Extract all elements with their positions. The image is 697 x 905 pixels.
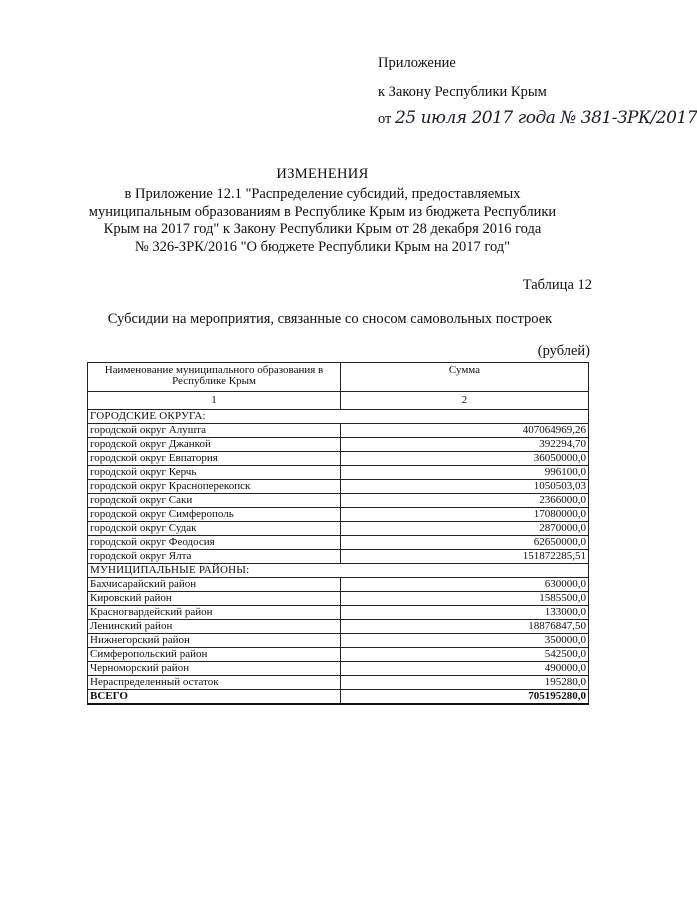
table-row — [88, 508, 589, 522]
unit-label: (рублей) — [537, 343, 590, 359]
table-row — [88, 648, 589, 662]
table-row — [88, 480, 589, 494]
document-title: ИЗМЕНЕНИЯ — [276, 166, 369, 182]
table-row — [88, 578, 589, 592]
header-amount: Сумма — [341, 363, 589, 392]
section-row — [88, 564, 589, 578]
table-body — [88, 410, 589, 705]
municipality-name: Красногвардейский район — [88, 606, 341, 620]
subsidy-amount: 195280,0 — [341, 676, 589, 690]
handwritten-date-number: 25 июля 2017 года № 381-ЗРК/2017 — [395, 108, 697, 128]
municipality-name: городской округ Джанкой — [88, 438, 341, 452]
total-row — [88, 690, 589, 705]
municipality-name: Нижнегорский район — [88, 634, 341, 648]
subsidy-amount: 62650000,0 — [341, 536, 589, 550]
subtitle-line: в Приложение 12.1 "Распределение субсидий, предоставляемых — [124, 186, 521, 202]
law-reference: к Закону Республики Крым — [378, 84, 547, 100]
table-row — [88, 550, 589, 564]
municipality-name: Кировский район — [88, 592, 341, 606]
municipality-name: Черноморский район — [88, 662, 341, 676]
subsidy-amount: 392294,70 — [341, 438, 589, 452]
subsidy-amount: 36050000,0 — [341, 452, 589, 466]
table-row — [88, 592, 589, 606]
column-number-1: 1 — [88, 392, 341, 410]
table-row — [88, 662, 589, 676]
table-row — [88, 424, 589, 438]
adoption-line — [378, 110, 697, 127]
subsidy-amount: 133000,0 — [341, 606, 589, 620]
municipality-name: городской округ Ялта — [88, 550, 341, 564]
table-row — [88, 522, 589, 536]
municipality-name: Симферопольский район — [88, 648, 341, 662]
column-number-row — [88, 392, 589, 410]
section-row — [88, 410, 589, 424]
table-row — [88, 620, 589, 634]
municipality-name: городской округ Саки — [88, 494, 341, 508]
table-row — [88, 536, 589, 550]
column-number-2: 2 — [341, 392, 589, 410]
table-caption: Субсидии на мероприятия, связанные со сносом самовольных построек — [107, 311, 553, 327]
from-prefix: от — [378, 111, 392, 127]
municipality-name: Бахчисарайский район — [88, 578, 341, 592]
municipality-name: городской округ Керчь — [88, 466, 341, 480]
total-label: ВСЕГО — [88, 690, 341, 705]
municipality-name: городской округ Красноперекопск — [88, 480, 341, 494]
municipality-name: городской округ Евпатория — [88, 452, 341, 466]
appendix-label: Приложение — [378, 55, 456, 71]
subsidies-table — [87, 362, 589, 705]
table-row — [88, 494, 589, 508]
total-amount: 705195280,0 — [341, 690, 589, 705]
subsidy-amount: 2870000,0 — [341, 522, 589, 536]
subsidy-amount: 1050503,03 — [341, 480, 589, 494]
subsidy-amount: 407064969,26 — [341, 424, 589, 438]
municipality-name: городской округ Судак — [88, 522, 341, 536]
subsidy-amount: 542500,0 — [341, 648, 589, 662]
municipality-name: городской округ Феодосия — [88, 536, 341, 550]
subsidy-amount: 996100,0 — [341, 466, 589, 480]
subsidy-amount: 17080000,0 — [341, 508, 589, 522]
section-title: ГОРОДСКИЕ ОКРУГА: — [88, 410, 589, 424]
municipality-name: городской округ Симферополь — [88, 508, 341, 522]
header-name: Наименование муниципального образования в Республике Крым — [88, 363, 341, 392]
subsidy-amount: 350000,0 — [341, 634, 589, 648]
municipality-name: Нераспределенный остаток — [88, 676, 341, 690]
table-header-row — [88, 363, 589, 392]
table-label: Таблица 12 — [522, 277, 592, 293]
subtitle-line: Крым на 2017 год" к Закону Республики Крым от 28 декабря 2016 года — [103, 221, 542, 237]
municipality-name: Ленинский район — [88, 620, 341, 634]
municipality-name: городской округ Алушта — [88, 424, 341, 438]
table-row — [88, 606, 589, 620]
subsidy-amount: 630000,0 — [341, 578, 589, 592]
subsidy-amount: 18876847,50 — [341, 620, 589, 634]
subsidy-amount: 2366000,0 — [341, 494, 589, 508]
document-subtitle — [60, 186, 585, 256]
subtitle-line: муниципальным образованиям в Республике Крым из бюджета Республики — [88, 203, 557, 220]
subsidy-amount: 1585500,0 — [341, 592, 589, 606]
section-title: МУНИЦИПАЛЬНЫЕ РАЙОНЫ: — [88, 564, 589, 578]
subtitle-line: № 326-ЗРК/2016 "О бюджете Республики Крым на 2017 год" — [134, 238, 511, 255]
table-row — [88, 452, 589, 466]
table-row — [88, 676, 589, 690]
table-row — [88, 466, 589, 480]
table-row — [88, 634, 589, 648]
table-row — [88, 438, 589, 452]
subsidy-amount: 151872285,51 — [341, 550, 589, 564]
subsidy-amount: 490000,0 — [341, 662, 589, 676]
